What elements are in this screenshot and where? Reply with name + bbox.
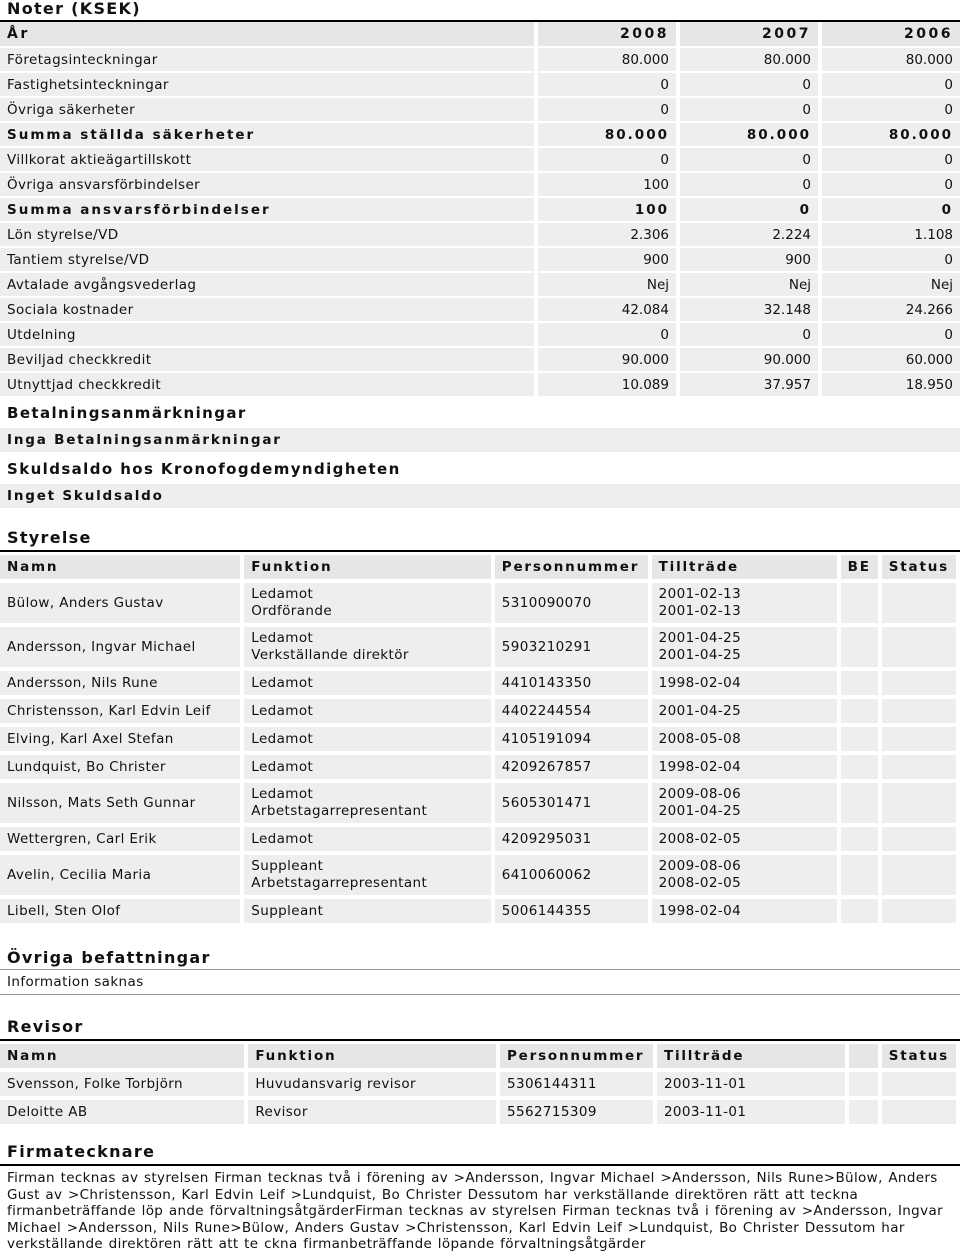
board-row: [0, 727, 960, 755]
board-personnummer: 4209295031: [495, 827, 652, 855]
board-status: [882, 583, 960, 627]
board-be: [841, 899, 882, 927]
board-personnummer: 5006144355: [495, 899, 652, 927]
notes-row: [0, 248, 960, 273]
board-date: [652, 899, 841, 927]
board-be: [841, 671, 882, 699]
board-name: Lundquist, Bo Christer: [0, 755, 244, 783]
auditor-header-cell: Status: [882, 1044, 960, 1072]
notes-row-value: 80.000: [818, 48, 960, 73]
notes-row-value: 80.000: [676, 48, 818, 73]
board-header-cell: Personnummer: [495, 555, 652, 583]
auditor-status: [882, 1072, 960, 1100]
signatory-title: Firmatecknare: [0, 1140, 960, 1166]
board-personnummer: 4410143350: [495, 671, 652, 699]
notes-year-header: 2007: [676, 22, 818, 48]
board-be: [841, 783, 882, 827]
board-row: [0, 783, 960, 827]
notes-header-row: [0, 22, 960, 48]
notes-row: [0, 98, 960, 123]
notes-row-value: 0: [676, 73, 818, 98]
notes-row-value: 0: [818, 173, 960, 198]
notes-row-value: Nej: [534, 273, 676, 298]
notes-row: [0, 48, 960, 73]
board-date-line: 2008-02-05: [658, 831, 742, 847]
board-function-line: Verkställande direktör: [251, 647, 409, 663]
notes-row-label: Villkorat aktieägartillskott: [0, 148, 534, 173]
notes-row: [0, 298, 960, 323]
board-date: [652, 583, 841, 627]
notes-row: [0, 148, 960, 173]
signatory-text: Firman tecknas av styrelsen Firman tecknas två i förening av >Andersson, Ingvar Michael >Andersson, Nils Rune>Bülow, Anders Gust av >Christensson, Karl Edvin Leif >Lundquist, Bo Christer Dessutom har verkställande direktören rätt att teckna firmanbeträffande löp ande förvaltningsåtgärderFirman tecknas av styrelsen Firman tecknas två i förening av >Andersson, Ingvar Michael >Andersson, Nils Rune>Bülow, Anders Gustav >Christensson, Karl Edvin Leif >Lundquist, Bo Christer Dessutom har verkställande direktören rätt att te ckna firmanbeträffande löpande förvaltningsåtgärder: [7, 1170, 943, 1252]
notes-row-label: Beviljad checkkredit: [0, 348, 534, 373]
board-name: Libell, Sten Olof: [0, 899, 244, 927]
board-date-line: 1998-02-04: [658, 675, 742, 691]
board-date: [652, 855, 841, 899]
notes-row-value: 2.224: [676, 223, 818, 248]
notes-row-value: 80.000: [534, 48, 676, 73]
notes-row-value: 80.000: [676, 123, 818, 148]
board-row: [0, 583, 960, 627]
board-table: [0, 555, 960, 927]
board-function-line: Arbetstagarrepresentant: [251, 875, 428, 891]
auditor-name: Svensson, Folke Torbjörn: [0, 1072, 248, 1100]
notes-row-value: 0: [676, 173, 818, 198]
auditor-header-cell: Tillträde: [657, 1044, 849, 1072]
board-function-line: Ordförande: [251, 603, 333, 619]
auditor-header-cell: Namn: [0, 1044, 248, 1072]
auditor-personnummer: 5306144311: [500, 1072, 657, 1100]
auditor-header-cell: [849, 1044, 882, 1072]
notes-row-value: 100: [534, 173, 676, 198]
notes-row-value: 37.957: [676, 373, 818, 398]
notes-row-value: 0: [676, 323, 818, 348]
board-personnummer: 5310090070: [495, 583, 652, 627]
board-row: [0, 699, 960, 727]
auditor-be: [849, 1100, 882, 1128]
notes-row-value: 0: [818, 248, 960, 273]
notes-row-value: 900: [534, 248, 676, 273]
auditor-status: [882, 1100, 960, 1128]
board-date-line: 2001-04-25: [658, 803, 742, 819]
board-function-line: Ledamot: [251, 703, 314, 719]
auditor-date: 2003-11-01: [657, 1100, 849, 1128]
board-status: [882, 699, 960, 727]
notes-row: [0, 323, 960, 348]
board-date-line: 2009-08-06: [658, 858, 742, 874]
notes-row: [0, 173, 960, 198]
notes-row-value: 0: [818, 323, 960, 348]
notes-row-value: 0: [676, 198, 818, 223]
auditor-function: Huvudansvarig revisor: [248, 1072, 500, 1100]
board-function-line: Ledamot: [251, 831, 314, 847]
board-date-line: 2001-02-13: [658, 586, 742, 602]
board-function: [244, 783, 494, 827]
notes-row: [0, 123, 960, 148]
board-row: [0, 671, 960, 699]
payment-remarks-value: Inga Betalningsanmärkningar: [0, 428, 960, 452]
auditor-table: [0, 1044, 960, 1128]
other-positions-title: Övriga befattningar: [7, 948, 211, 967]
notes-row-value: 80.000: [818, 123, 960, 148]
board-status: [882, 899, 960, 927]
notes-row-label: Fastighetsinteckningar: [0, 73, 534, 98]
board-date-line: 2008-02-05: [658, 875, 742, 891]
board-function-line: Ledamot: [251, 731, 314, 747]
auditor-header-cell: Personnummer: [500, 1044, 657, 1072]
board-be: [841, 855, 882, 899]
board-date-line: 1998-02-04: [658, 903, 742, 919]
notes-row-label: Avtalade avgångsvederlag: [0, 273, 534, 298]
notes-row-label: Företagsinteckningar: [0, 48, 534, 73]
notes-row-value: 60.000: [818, 348, 960, 373]
board-status: [882, 755, 960, 783]
board-date-line: 2001-02-13: [658, 603, 742, 619]
board-status: [882, 627, 960, 671]
notes-title: Noter (KSEK): [0, 0, 960, 22]
other-positions-value: Information saknas: [0, 969, 960, 995]
board-date: [652, 783, 841, 827]
notes-header-label: År: [0, 22, 534, 48]
board-date-line: 1998-02-04: [658, 759, 742, 775]
board-be: [841, 699, 882, 727]
board-be: [841, 727, 882, 755]
board-header-row: [0, 555, 960, 583]
notes-row-value: 1.108: [818, 223, 960, 248]
board-name: Avelin, Cecilia Maria: [0, 855, 244, 899]
board-row: [0, 855, 960, 899]
notes-row-label: Utdelning: [0, 323, 534, 348]
notes-row-value: 0: [676, 148, 818, 173]
notes-row: [0, 198, 960, 223]
board-be: [841, 583, 882, 627]
board-personnummer: 4105191094: [495, 727, 652, 755]
auditor-header-cell: Funktion: [248, 1044, 500, 1072]
board-status: [882, 783, 960, 827]
board-name: Andersson, Ingvar Michael: [0, 627, 244, 671]
board-function: [244, 699, 494, 727]
board-function-line: Ledamot: [251, 586, 314, 602]
board-status: [882, 827, 960, 855]
notes-row-value: 0: [534, 148, 676, 173]
notes-row-value: 0: [818, 198, 960, 223]
notes-row-value: Nej: [676, 273, 818, 298]
board-name: Christensson, Karl Edvin Leif: [0, 699, 244, 727]
board-be: [841, 755, 882, 783]
auditor-date: 2003-11-01: [657, 1072, 849, 1100]
notes-row-value: 0: [818, 73, 960, 98]
board-function-line: Ledamot: [251, 630, 314, 646]
notes-row-value: 90.000: [534, 348, 676, 373]
debt-balance-title: Skuldsaldo hos Kronofogdemyndigheten: [7, 460, 401, 478]
notes-row-value: 0: [818, 148, 960, 173]
board-row: [0, 899, 960, 927]
board-function: [244, 727, 494, 755]
board-function-line: Suppleant: [251, 903, 324, 919]
board-function: [244, 827, 494, 855]
notes-row: [0, 223, 960, 248]
board-function: [244, 627, 494, 671]
board-function-line: Ledamot: [251, 675, 314, 691]
notes-year-header: 2006: [818, 22, 960, 48]
notes-row-value: 100: [534, 198, 676, 223]
payment-remarks-title: Betalningsanmärkningar: [7, 404, 247, 422]
notes-row-value: 0: [818, 98, 960, 123]
board-date: [652, 827, 841, 855]
auditor-personnummer: 5562715309: [500, 1100, 657, 1128]
auditor-row: [0, 1100, 960, 1128]
board-date-line: 2008-05-08: [658, 731, 742, 747]
notes-row-label: Summa ansvarsförbindelser: [0, 198, 534, 223]
notes-row-value: 2.306: [534, 223, 676, 248]
notes-row-value: 0: [676, 98, 818, 123]
board-header-cell: Status: [882, 555, 960, 583]
board-date: [652, 627, 841, 671]
board-personnummer: 4209267857: [495, 755, 652, 783]
board-date-line: 2001-04-25: [658, 703, 742, 719]
board-date-line: 2001-04-25: [658, 630, 742, 646]
notes-row-value: 18.950: [818, 373, 960, 398]
notes-row-value: 42.084: [534, 298, 676, 323]
notes-row-label: Utnyttjad checkkredit: [0, 373, 534, 398]
board-function-line: Ledamot: [251, 786, 314, 802]
auditor-name: Deloitte AB: [0, 1100, 248, 1128]
notes-row-value: 900: [676, 248, 818, 273]
board-personnummer: 6410060062: [495, 855, 652, 899]
board-date: [652, 755, 841, 783]
board-be: [841, 827, 882, 855]
board-header-cell: Funktion: [244, 555, 494, 583]
board-personnummer: 4402244554: [495, 699, 652, 727]
notes-row-label: Tantiem styrelse/VD: [0, 248, 534, 273]
board-title: Styrelse: [0, 526, 960, 552]
board-personnummer: 5605301471: [495, 783, 652, 827]
notes-row-label: Summa ställda säkerheter: [0, 123, 534, 148]
board-date: [652, 699, 841, 727]
notes-row: [0, 373, 960, 398]
board-function-line: Suppleant: [251, 858, 324, 874]
notes-row: [0, 273, 960, 298]
board-personnummer: 5903210291: [495, 627, 652, 671]
board-function-line: Arbetstagarrepresentant: [251, 803, 428, 819]
board-function: [244, 855, 494, 899]
notes-row-label: Lön styrelse/VD: [0, 223, 534, 248]
board-row: [0, 755, 960, 783]
notes-year-header: 2008: [534, 22, 676, 48]
notes-row-label: Övriga säkerheter: [0, 98, 534, 123]
board-row: [0, 827, 960, 855]
board-date: [652, 671, 841, 699]
board-name: Elving, Karl Axel Stefan: [0, 727, 244, 755]
board-function: [244, 671, 494, 699]
board-function-line: Ledamot: [251, 759, 314, 775]
board-name: Andersson, Nils Rune: [0, 671, 244, 699]
auditor-header-row: [0, 1044, 960, 1072]
board-function: [244, 583, 494, 627]
board-name: Nilsson, Mats Seth Gunnar: [0, 783, 244, 827]
notes-row-value: 0: [534, 73, 676, 98]
board-date-line: 2001-04-25: [658, 647, 742, 663]
notes-row-value: 0: [534, 98, 676, 123]
notes-row-label: Övriga ansvarsförbindelser: [0, 173, 534, 198]
board-header-cell: Tillträde: [652, 555, 841, 583]
board-name: Wettergren, Carl Erik: [0, 827, 244, 855]
auditor-title: Revisor: [0, 1015, 960, 1041]
notes-row-value: 80.000: [534, 123, 676, 148]
board-be: [841, 627, 882, 671]
notes-row: [0, 348, 960, 373]
board-header-cell: Namn: [0, 555, 244, 583]
debt-balance-value: Inget Skuldsaldo: [0, 484, 960, 508]
auditor-row: [0, 1072, 960, 1100]
notes-table: [0, 22, 960, 398]
board-status: [882, 855, 960, 899]
notes-row-value: Nej: [818, 273, 960, 298]
board-header-cell: BE: [841, 555, 882, 583]
board-status: [882, 727, 960, 755]
board-function: [244, 755, 494, 783]
notes-row-value: 32.148: [676, 298, 818, 323]
board-function: [244, 899, 494, 927]
board-status: [882, 671, 960, 699]
notes-row-value: 10.089: [534, 373, 676, 398]
notes-row-label: Sociala kostnader: [0, 298, 534, 323]
board-row: [0, 627, 960, 671]
auditor-be: [849, 1072, 882, 1100]
notes-row-value: 24.266: [818, 298, 960, 323]
auditor-function: Revisor: [248, 1100, 500, 1128]
board-name: Bülow, Anders Gustav: [0, 583, 244, 627]
notes-row-value: 0: [534, 323, 676, 348]
board-date: [652, 727, 841, 755]
board-date-line: 2009-08-06: [658, 786, 742, 802]
notes-row: [0, 73, 960, 98]
notes-row-value: 90.000: [676, 348, 818, 373]
